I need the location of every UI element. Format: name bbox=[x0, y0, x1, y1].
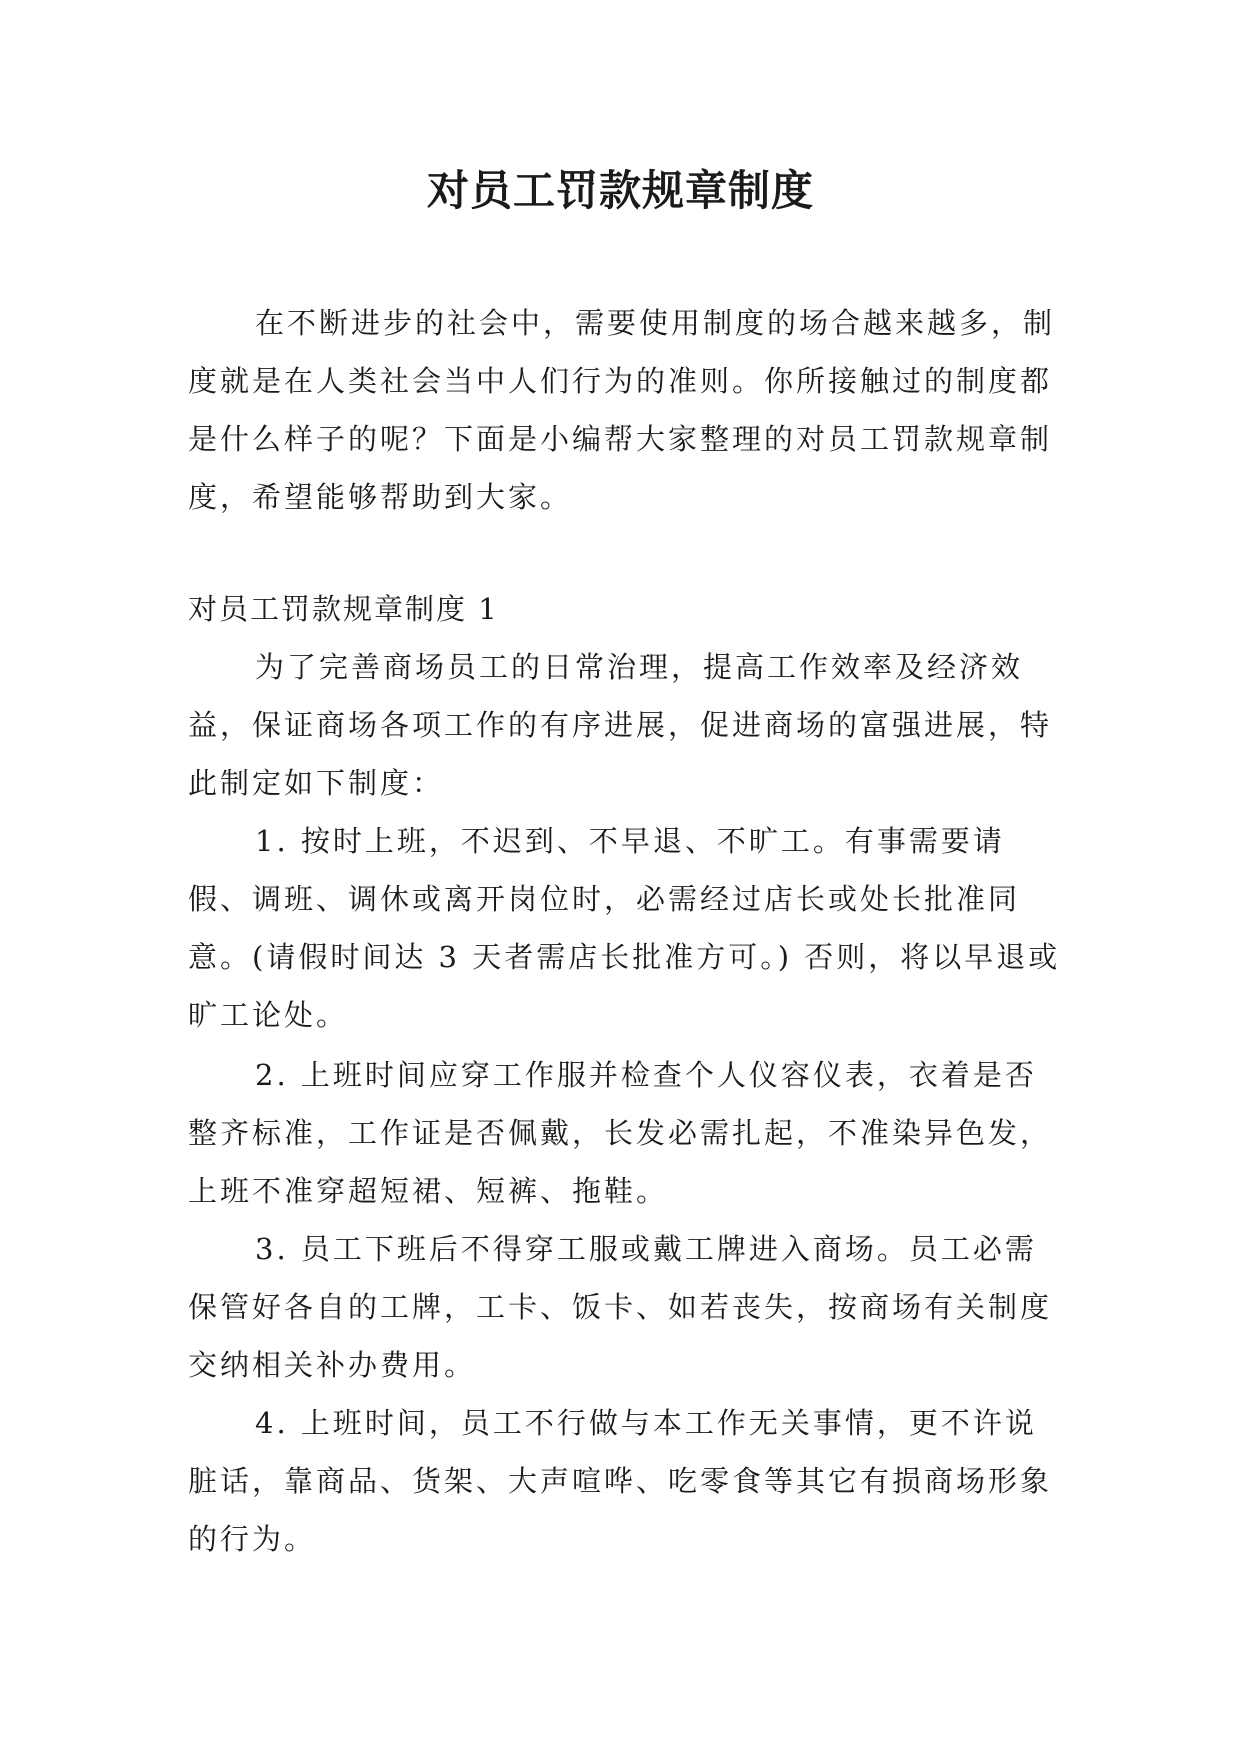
rule-item-4: 4. 上班时间，员工不行做与本工作无关事情，更不许说脏话，靠商品、货架、大声喧哗、吃零食等其它有损商场形象的行为。 bbox=[188, 1406, 1053, 1556]
paragraph-purpose: 为了完善商场员工的日常治理，提高工作效率及经济效益，保证商场各项工作的有序进展，促进商场的富强进展，特此制定如下制度： bbox=[188, 650, 1053, 800]
intro-paragraph: 在不断进步的社会中，需要使用制度的场合越来越多，制度就是在人类社会当中人们行为的准则。你所接触过的制度都是什么样子的呢？下面是小编帮大家整理的对员工罚款规章制度，希望能够帮助到大家。 bbox=[188, 306, 1056, 514]
section-heading: 对员工罚款规章制度 1 bbox=[188, 592, 499, 626]
rule-item-3: 3. 员工下班后不得穿工服或戴工牌进入商场。员工必需保管好各自的工牌，工卡、饭卡、如若丧失，按商场有关制度交纳相关补办费用。 bbox=[188, 1232, 1053, 1382]
rule-item-1: 1. 按时上班，不迟到、不早退、不旷工。有事需要请假、调班、调休或离开岗位时，必需经过店长或处长批准同意。(请假时间达 3 天者需店长批准方可。) 否则，将以早退或旷工论处。 bbox=[188, 824, 1061, 1032]
rule-item-2: 2. 上班时间应穿工作服并检查个人仪容仪表，衣着是否整齐标准，工作证是否佩戴，长发必需扎起，不准染异色发，上班不准穿超短裙、短裤、拖鞋。 bbox=[188, 1058, 1053, 1208]
page-title: 对员工罚款规章制度 bbox=[426, 166, 814, 215]
